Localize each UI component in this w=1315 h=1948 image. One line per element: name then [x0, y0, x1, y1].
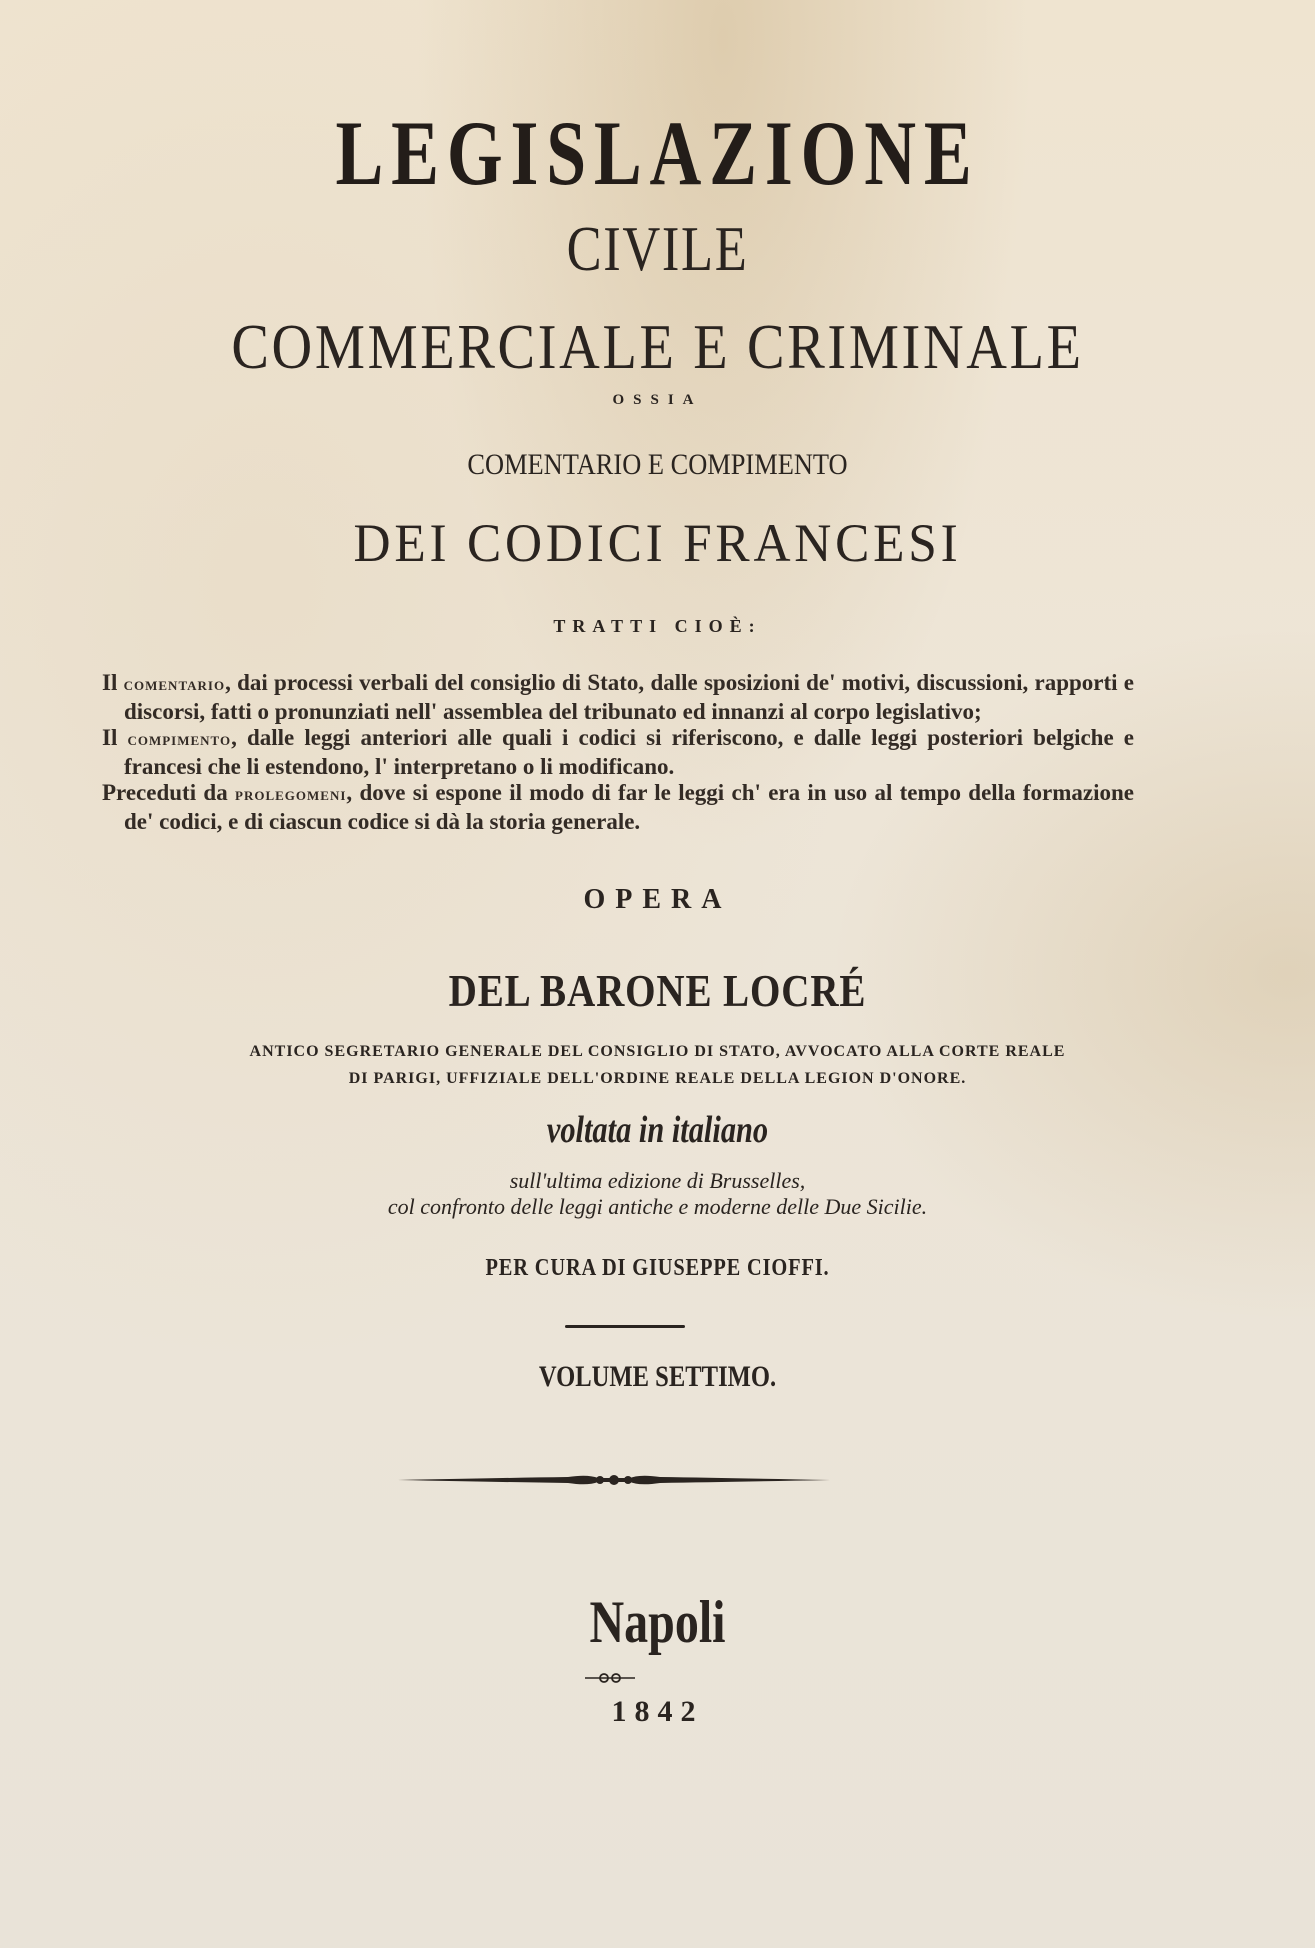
para-lead: Il: [102, 670, 124, 695]
title-legislazione: LEGISLAZIONE: [335, 102, 980, 204]
volume-label: VOLUME SETTIMO.: [538, 1360, 777, 1393]
para-lead: Il: [102, 725, 128, 750]
title-commerciale-criminale: COMMERCIALE E CRIMINALE: [231, 311, 1084, 382]
para-caps: prolegomeni: [235, 784, 347, 805]
para-rest: , dove si espone il modo di far le leggi ch' era in uso al tempo della formazione de' codici, e di ciascun codice si dà la storia generale.: [124, 780, 1134, 834]
tratti-label: TRATTI CIOÈ:: [553, 616, 762, 636]
short-rule-divider: [565, 1325, 685, 1328]
subtitle-comentario: COMENTARIO E COMPIMENTO: [467, 448, 848, 481]
ornamental-rule-icon: [398, 1470, 830, 1490]
para-rest: , dai processi verbali del consiglio di Stato, dalle sposizioni de' motivi, discussioni, rapporti e discorsi, fatti o pronunziati nell' assemblea del tribunato ed innanzi al corpo legislativo;: [124, 670, 1135, 724]
translated-note: voltata in italiano: [546, 1109, 769, 1151]
author-titles-line1: ANTICO SEGRETARIO GENERALE DEL CONSIGLIO DI STATO, AVVOCATO ALLA CORTE REALE: [249, 1043, 1066, 1060]
author-name: DEL BARONE LOCRÉ: [448, 965, 867, 1016]
paragraph-comentario: [102, 670, 1134, 725]
author-titles-line2: DI PARIGI, UFFIZIALE DELL'ORDINE REALE DELLA LEGION D'ONORE.: [348, 1070, 967, 1087]
publication-year: 1842: [611, 1695, 704, 1728]
para-lead: Preceduti da: [102, 780, 236, 805]
para-rest: , dalle leggi anteriori alle quali i codici si riferiscono, e dalle leggi posteriori belgiche e francesi che li estendono, l' interpretano o li modificano.: [124, 725, 1134, 779]
editor-credit: PER CURA DI GIUSEPPE CIOFFI.: [485, 1255, 830, 1281]
subtitle-codici-francesi: DEI CODICI FRANCESI: [353, 513, 962, 573]
edition-line1: sull'ultima edizione di Brusselles,: [509, 1168, 806, 1193]
ossia-label: OSSIA: [612, 392, 703, 408]
para-caps: comentario: [123, 674, 226, 695]
paragraph-prolegomeni: [102, 780, 1134, 835]
small-ornament-icon: [585, 1672, 635, 1684]
para-caps: compimento: [127, 729, 232, 750]
place-of-publication: Napoli: [589, 1589, 726, 1655]
description-block: [102, 670, 1134, 835]
paragraph-compimento: [102, 725, 1134, 780]
title-civile: CIVILE: [566, 213, 749, 284]
opera-label: OPERA: [583, 884, 732, 915]
edition-line2: col confronto delle leggi antiche e moderne delle Due Sicilie.: [387, 1194, 928, 1219]
